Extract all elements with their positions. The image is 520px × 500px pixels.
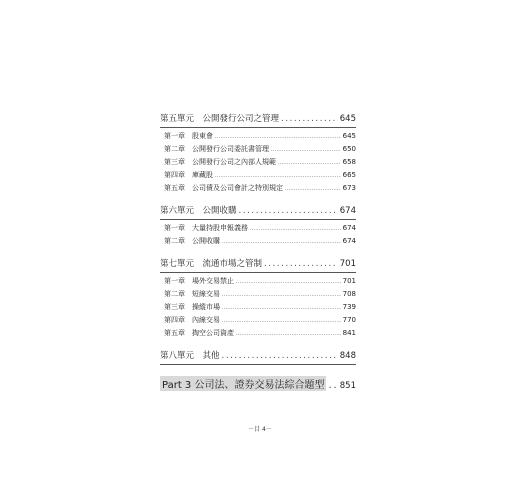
toc-unit-title: 第七單元 流通市場之管制	[160, 259, 263, 269]
toc-chapter[interactable]	[160, 223, 356, 236]
dot-leader	[271, 147, 341, 153]
toc-unit-7[interactable]	[160, 257, 356, 270]
dot-leader	[222, 305, 341, 311]
toc-page-number: 645	[342, 132, 356, 140]
dot-leader	[250, 226, 341, 232]
dot-leader	[281, 114, 338, 124]
dot-leader	[222, 351, 338, 361]
toc-chapter-title: 第五章 公司債及公司會計之特別規定	[164, 184, 283, 192]
toc-chapter[interactable]	[160, 170, 356, 183]
dot-leader	[222, 292, 341, 298]
toc-page-number: 665	[342, 171, 356, 179]
toc-page-number: 674	[339, 206, 356, 216]
dot-leader	[278, 160, 341, 166]
dot-leader	[236, 279, 341, 285]
toc-unit-title: 第五單元 公開發行公司之管理	[160, 114, 280, 124]
dot-leader	[215, 134, 341, 140]
toc-page-number: 674	[342, 224, 356, 232]
toc-page-number: 674	[342, 237, 356, 245]
dot-leader	[264, 259, 338, 269]
toc-chapter[interactable]	[160, 302, 356, 315]
toc-chapter[interactable]	[160, 289, 356, 302]
divider	[160, 127, 356, 128]
dot-leader	[236, 331, 341, 337]
divider	[160, 272, 356, 273]
toc-unit-6[interactable]	[160, 204, 356, 217]
toc-part-title: Part 3 公司法、證券交易法綜合題型	[160, 376, 326, 391]
toc-unit-title: 第六單元 公開收購	[160, 206, 237, 216]
toc-chapter[interactable]	[160, 183, 356, 196]
toc-chapter[interactable]	[160, 276, 356, 289]
toc-chapter-title: 第一章 大量持股申報義務	[164, 224, 248, 232]
toc-chapter[interactable]	[160, 144, 356, 157]
toc-chapter-title: 第二章 短線交易	[164, 290, 220, 298]
toc-chapter[interactable]	[160, 315, 356, 328]
toc-page-number: 658	[342, 158, 356, 166]
toc-page-number: 770	[342, 316, 356, 324]
toc-chapter-title: 第三章 公開發行公司之內部人規範	[164, 158, 276, 166]
dot-leader	[222, 318, 341, 324]
toc-page-number: 739	[342, 303, 356, 311]
toc-chapter-title: 第一章 股東會	[164, 132, 213, 140]
toc-chapter-title: 第五章 掏空公司資產	[164, 329, 234, 337]
toc-page-number: 701	[342, 277, 356, 285]
table-of-contents	[160, 110, 356, 392]
toc-page-number: 841	[342, 329, 356, 337]
toc-chapter[interactable]	[160, 236, 356, 249]
toc-page-number: 701	[339, 259, 356, 269]
toc-page-number: 645	[339, 114, 356, 124]
toc-chapter-title: 第一章 場外交易禁止	[164, 277, 234, 285]
toc-chapter[interactable]	[160, 131, 356, 144]
dot-leader	[239, 206, 338, 216]
dot-leader	[215, 173, 341, 179]
toc-unit-5[interactable]	[160, 112, 356, 125]
toc-chapter[interactable]	[160, 328, 356, 341]
dot-leader	[222, 239, 341, 245]
toc-chapter[interactable]	[160, 157, 356, 170]
toc-unit-title: 第八單元 其他	[160, 351, 220, 361]
toc-page-number: 851	[339, 381, 356, 391]
toc-chapter-title: 第四章 庫藏股	[164, 171, 213, 179]
page-footer-number: －目 4－	[248, 426, 272, 433]
dot-leader	[328, 380, 337, 391]
divider	[160, 364, 356, 365]
toc-chapter-title: 第二章 公開收購	[164, 237, 220, 245]
toc-page-number: 650	[342, 145, 356, 153]
toc-chapter-title: 第四章 內線交易	[164, 316, 220, 324]
toc-page-number: 708	[342, 290, 356, 298]
toc-page-number: 673	[342, 184, 356, 192]
toc-chapter-title: 第三章 操縱市場	[164, 303, 220, 311]
toc-chapter-title: 第二章 公開發行公司委託書管理	[164, 145, 269, 153]
toc-part-3[interactable]	[160, 376, 356, 392]
toc-unit-8[interactable]	[160, 349, 356, 362]
dot-leader	[285, 186, 341, 192]
divider	[160, 219, 356, 220]
toc-page-number: 848	[339, 351, 356, 361]
